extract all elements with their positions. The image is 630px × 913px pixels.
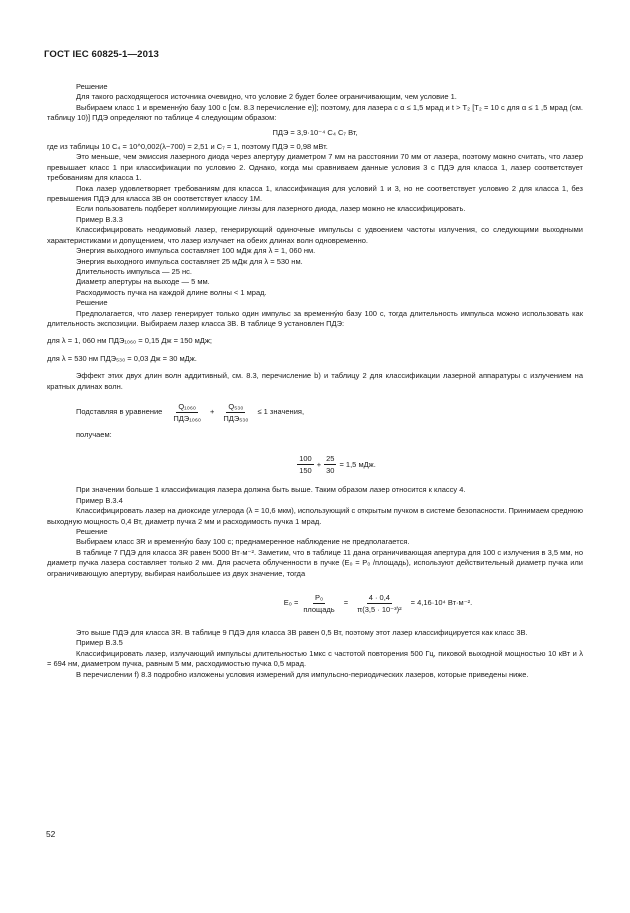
paragraph: Классифицировать лазер на диоксиде углерода (λ = 10,6 мкм), использующий с открытым пучком в системе безопасности. Принимаем среднюю выходную мощность 0,4 Вт, диаметр пучка 2 мм и расходимость пучка 1 мрад.	[47, 506, 583, 526]
operator: =	[343, 598, 349, 608]
fraction	[297, 454, 314, 475]
paragraph: Энергия выходного импульса составляет 25 мДж для λ = 530 нм.	[76, 256, 303, 266]
paragraph: Выбираем класс 3R и временнýю базу 100 с; преднамеренное наблюдение не предполагается.	[76, 537, 410, 547]
solution-heading: Решение	[76, 298, 108, 308]
paragraph: для λ = 530 нм ПДЭ₅₃₀ = 0,03 Дж = 30 мДж.	[47, 353, 197, 363]
paragraph: Предполагается, что лазер генерирует только один импульс за временнýю базу 100 с, тогда длительность импульса можно использовать как длительность экспозиции. Выбираем лазер класса 3В. В таблице 9 установлен ПДЭ:	[47, 308, 583, 328]
equation-result	[87, 454, 583, 475]
numerator: Q₁₀₆₀	[178, 401, 196, 411]
paragraph: где из таблицы 10 C₄ = 10^0,002(λ−700) = 2,51 и C₇ = 1, поэтому ПДЭ = 0,98 мВт.	[47, 142, 328, 152]
denominator: ПДЭ₁₀₆₀	[173, 413, 201, 423]
paragraph: Это выше ПДЭ для класса 3R. В таблице 9 ПДЭ для класса 3В равен 0,5 Вт, поэтому этот лазер классифицируется как класс 3В.	[76, 628, 528, 638]
paragraph: Эффект этих двух длин волн аддитивный, см. 8.3, перечисление b) и таблицу 2 для классификации лазерной аппаратуры с излучением на кратных длинах волн.	[47, 371, 583, 391]
numerator: Q₅₃₀	[228, 401, 244, 411]
operator: +	[209, 407, 215, 417]
paragraph: Это меньше, чем эмиссия лазерного диода через апертуру диаметром 7 мм на расстоянии 70 мм от лазера, поэтому можно считать, что лазер превышает класс 1 при классификации по условию 2. Однако, когда мы сравниваем данные условия 3 с ПДЭ для класса 1, лазер соответствует требованиям для класса 1.	[47, 152, 583, 183]
example-heading: Пример В.3.4	[76, 495, 123, 505]
equation-tail: ≤ 1 значения,	[257, 407, 305, 417]
paragraph: Для такого расходящегося источника очевидно, что условие 2 будет более ограничивающим, чем условие 1.	[76, 92, 457, 102]
paragraph: В перечислении f) 8.3 подробно изложены условия измерений для импульсно-периодических лазеров, которые приведены ниже.	[76, 669, 529, 679]
equation-sum	[76, 402, 583, 423]
paragraph: для λ = 1, 060 нм ПДЭ₁₀₆₀ = 0,15 Дж = 150 мДж;	[47, 336, 212, 346]
paragraph: Классифицировать неодимовый лазер, генерирующий одиночные импульсы с удвоением частоты излучения, со следующими выходными характеристиками и допущением, что лазер излучает на обеих длинах волн одновременно.	[47, 225, 583, 245]
fraction	[171, 402, 203, 423]
equation-lhs: E₀ =	[283, 598, 299, 608]
paragraph: Диаметр апертуры на выходе — 5 мм.	[76, 277, 210, 287]
paragraph: При значении больше 1 классификация лазера должна быть выше. Таким образом лазер относится к классу 4.	[76, 485, 466, 495]
numerator: P₀	[314, 593, 324, 603]
numerator: 100	[299, 454, 312, 464]
formula-mpe: ПДЭ = 3,9·10⁻⁴ C₄ C₇ Вт,	[272, 127, 358, 137]
fraction	[355, 593, 404, 614]
paragraph: В таблице 7 ПДЭ для класса 3R равен 5000 Вт·м⁻². Заметим, что в таблице 11 дана ограничивающая апертура для 100 с излучения в 3,5 мм, но диаметр пучка лазера составляет только 2 мм. Для расчета облученности в пучке (E₀ = P₀ /площадь), используют действительный диаметр пучка или ограничивающую апертуру, выбирая наибольшее из двух значение, тогда	[47, 547, 583, 578]
document-body	[47, 82, 583, 680]
paragraph: Расходимость пучка на каждой длине волны < 1 мрад.	[76, 287, 267, 297]
paragraph: Если пользователь подберет коллимирующие линзы для лазерного диода, лазер можно не классифицировать.	[76, 204, 466, 214]
denominator: ПДЭ₅₃₀	[223, 413, 249, 423]
paragraph: получаем:	[76, 429, 112, 439]
numerator: 4 · 0,4	[368, 593, 390, 603]
paragraph: Классифицировать лазер, излучающий импульсы длительностью 1мкс с частотой повторения 500 Гц, пиковой выходной мощностью 10 кВт и λ = 694 нм, диаметром пучка, равным 5 мм, расходимостью пучка 0,5 мрад.	[47, 648, 583, 669]
solution-heading: Решение	[76, 527, 108, 536]
fraction	[324, 454, 336, 475]
denominator: 150	[299, 466, 312, 476]
equation-tail: = 4,16·10⁴ Вт·м⁻².	[410, 598, 473, 608]
numerator: 25	[326, 454, 335, 464]
fraction	[301, 593, 336, 614]
equation-irradiance	[177, 593, 583, 614]
paragraph: Выбираем класс 1 и временнýю базу 100 с [см. 8.3 перечисление е)]; поэтому, для лазера с α ≤ 1,5 мрад и t > T₂ [T₂ = 10 с для α ≤ 1 ,5 мрад (см. таблицу 10)] ПДЭ определяют по таблице 4 следующим образом:	[47, 102, 583, 123]
paragraph: Решение	[76, 82, 108, 91]
document-header: ГОСТ IEC 60825-1—2013	[44, 49, 159, 60]
denominator: площадь	[303, 605, 335, 615]
paragraph: Длительность импульса — 25 нс.	[76, 266, 192, 276]
denominator: 30	[326, 466, 335, 476]
operator: +	[316, 459, 322, 469]
example-heading: Пример В.3.3	[76, 214, 123, 224]
equation-lead: Подставляя в уравнение	[76, 407, 163, 417]
paragraph: Пока лазер удовлетворяет требованиям для класса 1, классификация для условий 1 и 3, но не соответствует условию 2 для класса 1, без превышения ПДЭ для класса 3В он соответствует классу 1М.	[47, 183, 583, 204]
equation-tail: = 1,5 мДж.	[339, 459, 376, 469]
denominator: π(3,5 · 10⁻³)²	[357, 605, 402, 615]
example-heading: Пример В.3.5	[76, 638, 123, 648]
paragraph: Энергия выходного импульса составляет 100 мДж для λ = 1, 060 нм.	[76, 246, 316, 256]
page-number: 52	[46, 829, 56, 839]
fraction	[221, 402, 250, 423]
